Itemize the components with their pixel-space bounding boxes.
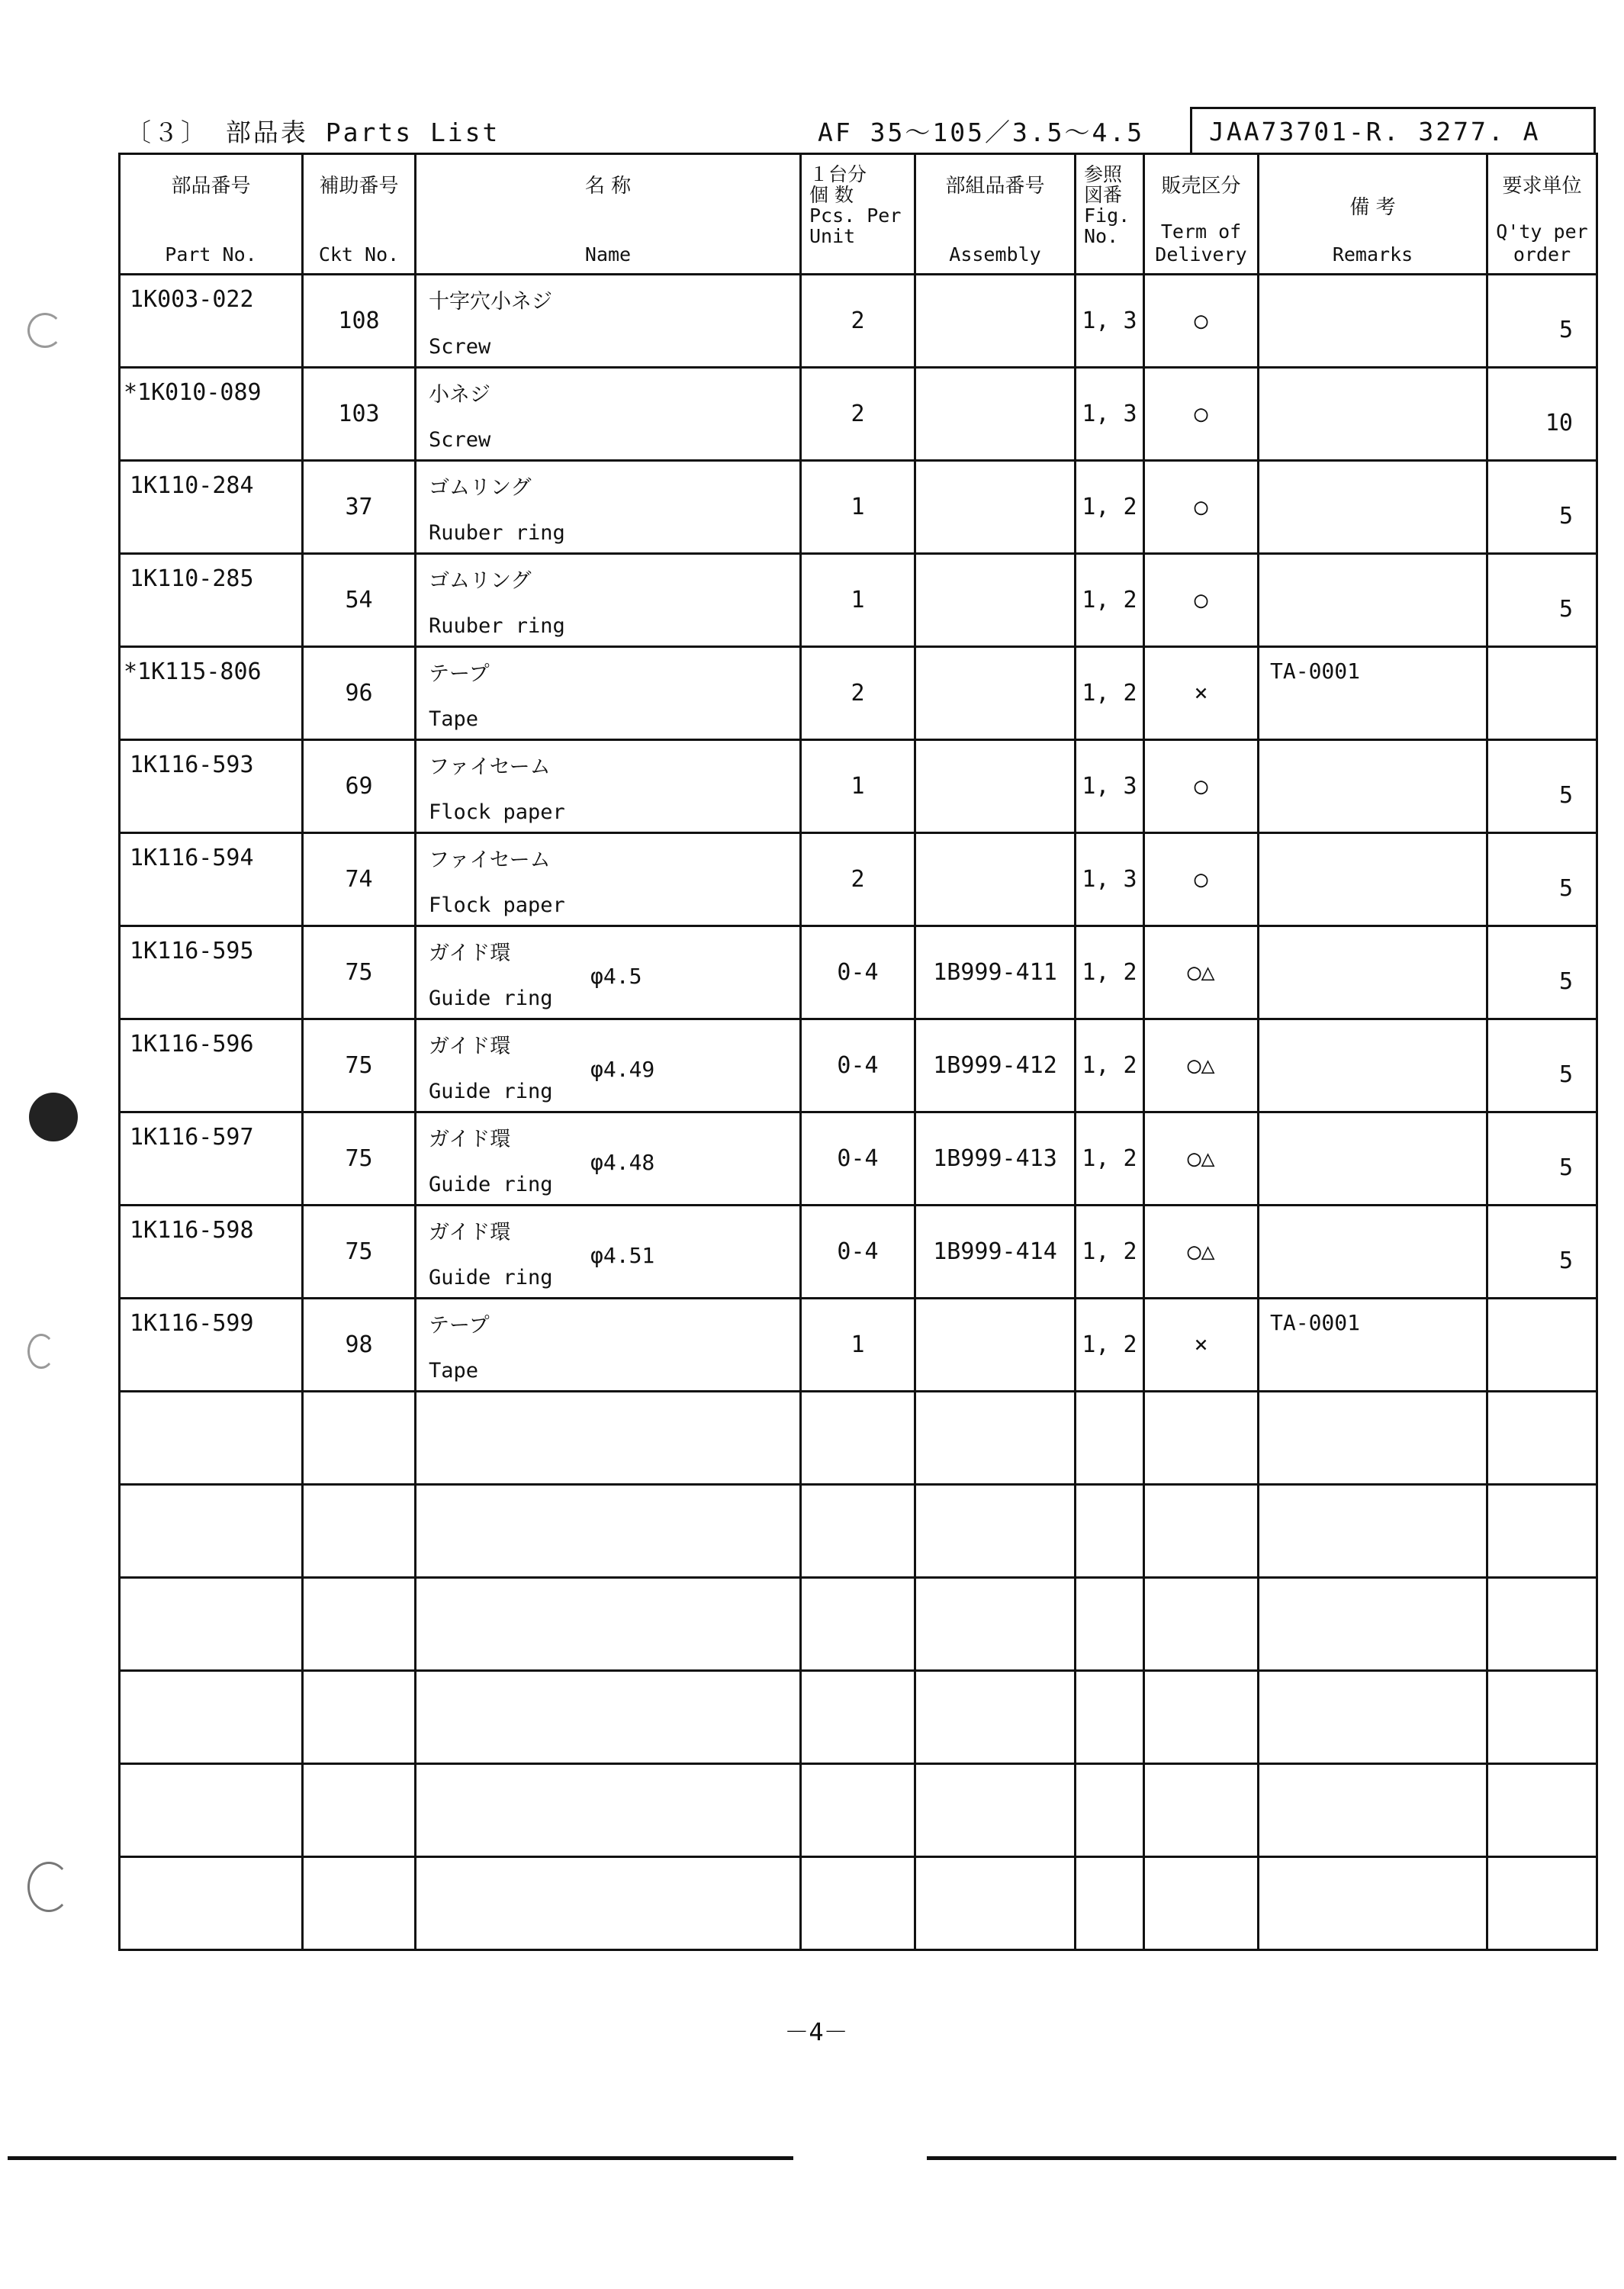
qty-value: 5 — [1558, 317, 1573, 343]
part-no-cell — [120, 368, 303, 461]
table-row — [120, 554, 1597, 647]
name-cell — [416, 926, 801, 1019]
part-number: 1K003-022 — [130, 286, 254, 313]
fig-cell: 1, 2 — [1076, 461, 1144, 554]
document-number: JAA73701-R. 3277. A — [1190, 107, 1596, 153]
section-title: 〔３〕 部品表 Parts List — [126, 118, 500, 147]
part-no-cell — [120, 275, 303, 368]
remarks-text: TA-0001 — [1270, 658, 1361, 684]
name-jp: 十字穴小ネジ — [429, 290, 552, 314]
name-jp: ゴムリング — [429, 476, 532, 500]
punch-hole-ring — [27, 313, 63, 348]
blank-row — [120, 1392, 1597, 1485]
blank-row — [120, 1671, 1597, 1764]
qty-cell — [1487, 1206, 1597, 1299]
name-en: Guide ring — [429, 1080, 553, 1103]
name-jp: ガイド環 — [429, 1035, 511, 1058]
ckt-no-cell: 54 — [303, 554, 416, 647]
pcs-cell: 0-4 — [801, 1112, 915, 1206]
remarks-cell — [1259, 368, 1487, 461]
name-cell — [416, 740, 801, 833]
name-en: Tape — [429, 707, 479, 731]
remarks-cell — [1259, 1206, 1487, 1299]
part-number: 1K116-596 — [130, 1031, 254, 1058]
name-en: Flock paper — [429, 893, 565, 917]
qty-value: 5 — [1558, 1061, 1573, 1088]
ckt-no-cell: 96 — [303, 647, 416, 740]
table-row — [120, 833, 1597, 926]
assembly-cell: 1B999-413 — [915, 1112, 1076, 1206]
ckt-no-cell: 103 — [303, 368, 416, 461]
ckt-no-cell: 37 — [303, 461, 416, 554]
part-number: 1K116-598 — [130, 1217, 254, 1244]
fig-cell: 1, 3 — [1076, 833, 1144, 926]
col-ckt-no: 補助番号 Ckt No. — [303, 154, 416, 275]
part-no-cell — [120, 461, 303, 554]
name-cell — [416, 275, 801, 368]
remarks-cell — [1259, 1019, 1487, 1112]
table-row — [120, 275, 1597, 368]
name-en: Guide ring — [429, 987, 553, 1010]
table-row — [120, 368, 1597, 461]
part-no-cell — [120, 1112, 303, 1206]
assembly-cell — [915, 554, 1076, 647]
parts-table — [118, 153, 1598, 1951]
part-number: 1K116-594 — [130, 845, 254, 871]
qty-value: 5 — [1558, 1154, 1573, 1181]
name-en: Screw — [429, 335, 491, 359]
name-cell — [416, 647, 801, 740]
model-name: AF 35～105／3.5～4.5 — [818, 118, 1145, 147]
footer-rule-left — [8, 2156, 793, 2160]
qty-value: 5 — [1558, 1248, 1573, 1274]
term-cell: ○ — [1144, 740, 1259, 833]
name-cell — [416, 461, 801, 554]
part-number: 1K116-597 — [130, 1124, 254, 1151]
part-number: 1K116-593 — [130, 752, 254, 778]
assembly-cell — [915, 647, 1076, 740]
part-number: 1K110-285 — [130, 565, 254, 592]
qty-cell — [1487, 1299, 1597, 1392]
ckt-no-cell: 75 — [303, 1112, 416, 1206]
name-jp: ガイド環 — [429, 942, 511, 965]
part-no-cell — [120, 740, 303, 833]
pcs-cell: 2 — [801, 368, 915, 461]
fig-cell: 1, 2 — [1076, 1112, 1144, 1206]
table-row — [120, 461, 1597, 554]
fig-cell: 1, 2 — [1076, 926, 1144, 1019]
assembly-cell — [915, 275, 1076, 368]
col-pcs: １台分 個 数 Pcs. Per Unit — [801, 154, 915, 275]
assembly-cell — [915, 1299, 1076, 1392]
term-cell: ○ — [1144, 275, 1259, 368]
ckt-no-cell: 75 — [303, 1019, 416, 1112]
page-number: －4－ — [784, 2017, 848, 2046]
fig-cell: 1, 2 — [1076, 1206, 1144, 1299]
part-no-cell — [120, 1206, 303, 1299]
qty-cell — [1487, 647, 1597, 740]
punch-hole-ring — [27, 1862, 70, 1912]
fig-cell: 1, 3 — [1076, 368, 1144, 461]
assembly-cell — [915, 368, 1076, 461]
name-cell — [416, 833, 801, 926]
name-cell — [416, 1206, 801, 1299]
part-no-cell — [120, 833, 303, 926]
term-cell: ○ — [1144, 554, 1259, 647]
term-cell: ○ — [1144, 368, 1259, 461]
header-row — [120, 154, 1597, 275]
qty-cell — [1487, 368, 1597, 461]
pcs-cell: 0-4 — [801, 1019, 915, 1112]
fig-cell: 1, 2 — [1076, 554, 1144, 647]
remarks-cell — [1259, 833, 1487, 926]
blank-row — [120, 1485, 1597, 1578]
table-row — [120, 740, 1597, 833]
qty-cell — [1487, 275, 1597, 368]
qty-cell — [1487, 833, 1597, 926]
name-jp: 小ネジ — [429, 383, 490, 407]
name-en: Ruuber ring — [429, 614, 565, 638]
pcs-cell: 1 — [801, 461, 915, 554]
col-assembly: 部組品番号 Assembly — [915, 154, 1076, 275]
ckt-no-cell: 108 — [303, 275, 416, 368]
term-cell: ○ — [1144, 461, 1259, 554]
blank-row — [120, 1764, 1597, 1857]
qty-cell — [1487, 926, 1597, 1019]
remarks-cell — [1259, 1299, 1487, 1392]
name-jp: テープ — [429, 1314, 490, 1338]
name-cell — [416, 1019, 801, 1112]
qty-value: 5 — [1558, 596, 1573, 623]
col-name: 名 称 Name — [416, 154, 801, 275]
name-cell — [416, 554, 801, 647]
qty-cell — [1487, 554, 1597, 647]
pcs-cell: 0-4 — [801, 1206, 915, 1299]
name-size: φ4.48 — [590, 1150, 655, 1175]
pcs-cell: 1 — [801, 740, 915, 833]
name-jp: ゴムリング — [429, 569, 532, 593]
name-cell — [416, 1112, 801, 1206]
part-number: 1K116-599 — [130, 1310, 254, 1337]
qty-value: 5 — [1558, 875, 1573, 902]
table-row — [120, 1206, 1597, 1299]
fig-cell: 1, 2 — [1076, 1019, 1144, 1112]
term-cell: ○△ — [1144, 926, 1259, 1019]
punch-hole-ring — [27, 1334, 55, 1369]
name-size: φ4.49 — [590, 1057, 655, 1082]
fig-cell: 1, 3 — [1076, 740, 1144, 833]
qty-value: 5 — [1558, 782, 1573, 809]
table-row — [120, 647, 1597, 740]
col-term: 販売区分 Term of Delivery — [1144, 154, 1259, 275]
name-en: Tape — [429, 1359, 479, 1383]
remarks-cell — [1259, 461, 1487, 554]
pcs-cell: 1 — [801, 554, 915, 647]
term-cell: × — [1144, 1299, 1259, 1392]
part-no-cell — [120, 647, 303, 740]
name-jp: ガイド環 — [429, 1128, 511, 1151]
col-qty: 要求単位 Q'ty per order — [1487, 154, 1597, 275]
name-cell — [416, 368, 801, 461]
term-cell: × — [1144, 647, 1259, 740]
name-jp: ファイセーム — [429, 755, 551, 779]
term-cell: ○△ — [1144, 1112, 1259, 1206]
blank-row — [120, 1857, 1597, 1950]
pcs-cell: 2 — [801, 833, 915, 926]
ckt-no-cell: 74 — [303, 833, 416, 926]
qty-value: 5 — [1558, 503, 1573, 530]
name-en: Guide ring — [429, 1266, 553, 1289]
name-en: Screw — [429, 428, 491, 452]
term-cell: ○△ — [1144, 1206, 1259, 1299]
term-cell: ○ — [1144, 833, 1259, 926]
qty-cell — [1487, 740, 1597, 833]
part-no-cell — [120, 554, 303, 647]
remarks-cell — [1259, 275, 1487, 368]
pcs-cell: 2 — [801, 275, 915, 368]
ckt-no-cell: 98 — [303, 1299, 416, 1392]
part-number: *1K115-806 — [124, 658, 262, 685]
table-row — [120, 926, 1597, 1019]
ckt-no-cell: 69 — [303, 740, 416, 833]
fig-cell: 1, 2 — [1076, 647, 1144, 740]
assembly-cell: 1B999-412 — [915, 1019, 1076, 1112]
table-row — [120, 1112, 1597, 1206]
name-jp: ファイセーム — [429, 848, 551, 872]
assembly-cell — [915, 833, 1076, 926]
footer-rule-right — [927, 2156, 1616, 2160]
name-size: φ4.51 — [590, 1243, 655, 1268]
pcs-cell: 2 — [801, 647, 915, 740]
col-fig: 参照 図番 Fig. No. — [1076, 154, 1144, 275]
part-number: 1K116-595 — [130, 938, 254, 964]
assembly-cell: 1B999-411 — [915, 926, 1076, 1019]
fig-cell: 1, 2 — [1076, 1299, 1144, 1392]
term-cell: ○△ — [1144, 1019, 1259, 1112]
name-en: Guide ring — [429, 1173, 553, 1196]
table-row — [120, 1299, 1597, 1392]
parts-rows — [120, 275, 1597, 1950]
col-remarks: 備 考 Remarks — [1259, 154, 1487, 275]
pcs-cell: 1 — [801, 1299, 915, 1392]
part-no-cell — [120, 1299, 303, 1392]
name-jp: ガイド環 — [429, 1221, 511, 1244]
ckt-no-cell: 75 — [303, 1206, 416, 1299]
remarks-cell — [1259, 740, 1487, 833]
punch-hole-mark — [29, 1093, 78, 1141]
name-jp: テープ — [429, 662, 490, 686]
remarks-cell — [1259, 1112, 1487, 1206]
assembly-cell — [915, 461, 1076, 554]
table-row — [120, 1019, 1597, 1112]
part-no-cell — [120, 1019, 303, 1112]
remarks-cell — [1259, 647, 1487, 740]
name-cell — [416, 1299, 801, 1392]
part-number: 1K110-284 — [130, 472, 254, 499]
qty-cell — [1487, 1112, 1597, 1206]
name-en: Ruuber ring — [429, 521, 565, 545]
name-en: Flock paper — [429, 800, 565, 824]
assembly-cell — [915, 740, 1076, 833]
part-number: *1K010-089 — [124, 379, 262, 406]
qty-cell — [1487, 461, 1597, 554]
qty-value: 5 — [1558, 968, 1573, 995]
blank-row — [120, 1578, 1597, 1671]
qty-cell — [1487, 1019, 1597, 1112]
part-no-cell — [120, 926, 303, 1019]
col-part-no: 部品番号 Part No. — [120, 154, 303, 275]
remarks-cell — [1259, 926, 1487, 1019]
assembly-cell: 1B999-414 — [915, 1206, 1076, 1299]
remarks-text: TA-0001 — [1270, 1310, 1361, 1335]
pcs-cell: 0-4 — [801, 926, 915, 1019]
remarks-cell — [1259, 554, 1487, 647]
qty-value: 10 — [1545, 410, 1573, 436]
name-size: φ4.5 — [590, 964, 642, 989]
fig-cell: 1, 3 — [1076, 275, 1144, 368]
ckt-no-cell: 75 — [303, 926, 416, 1019]
